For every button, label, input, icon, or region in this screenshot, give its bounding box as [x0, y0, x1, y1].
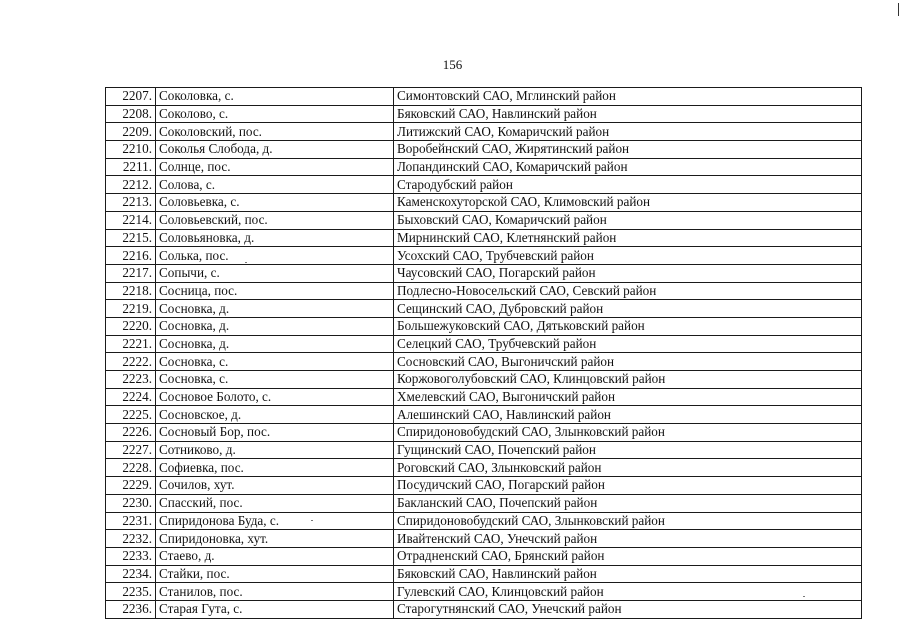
table-row [106, 300, 862, 318]
table-row [106, 247, 862, 265]
administration-cell: Чаусовский САО, Погарский район [394, 264, 862, 282]
settlement-name-cell: Старая Гута, с. [156, 600, 394, 618]
settlement-name-cell: Солнце, пос. [156, 158, 394, 176]
row-number-cell: 2219. [106, 300, 156, 318]
table-row [106, 88, 862, 106]
table-row [106, 353, 862, 371]
settlement-name-cell: Софиевка, пос. [156, 459, 394, 477]
administration-cell: Большежуковский САО, Дятьковский район [394, 317, 862, 335]
table-row [106, 194, 862, 212]
settlement-name-cell: Стайки, пос. [156, 565, 394, 583]
table-row [106, 512, 862, 530]
settlement-name-cell: Сосновый Бор, пос. [156, 424, 394, 442]
administration-cell: Спиридоновобудский САО, Злынковский район [394, 512, 862, 530]
settlement-name-cell: Сосновка, с. [156, 353, 394, 371]
administration-cell: Подлесно-Новосельский САО, Севский район [394, 282, 862, 300]
row-number-cell: 2209. [106, 123, 156, 141]
settlement-name-cell: Сосновка, д. [156, 300, 394, 318]
table-row [106, 494, 862, 512]
row-number-cell: 2220. [106, 317, 156, 335]
row-number-cell: 2229. [106, 477, 156, 495]
row-number-cell: 2227. [106, 441, 156, 459]
row-number-cell: 2214. [106, 211, 156, 229]
administration-cell: Алешинский САО, Навлинский район [394, 406, 862, 424]
settlement-name-cell: Солька, пос. [156, 247, 394, 265]
settlements-table [105, 87, 862, 619]
row-number-cell: 2228. [106, 459, 156, 477]
row-number-cell: 2233. [106, 547, 156, 565]
administration-cell: Лопандинский САО, Комаричский район [394, 158, 862, 176]
settlements-table-body [106, 88, 862, 619]
administration-cell: Стародубский район [394, 176, 862, 194]
administration-cell: Отрадненский САО, Брянский район [394, 547, 862, 565]
page-number: 156 [442, 57, 463, 72]
table-row [106, 105, 862, 123]
settlement-name-cell: Соловьяновка, д. [156, 229, 394, 247]
table-row [106, 388, 862, 406]
row-number-cell: 2218. [106, 282, 156, 300]
row-number-cell: 2230. [106, 494, 156, 512]
row-number-cell: 2216. [106, 247, 156, 265]
settlement-name-cell: Соколовка, с. [156, 88, 394, 106]
settlement-name-cell: Спиридоновка, хут. [156, 530, 394, 548]
administration-cell: Гулевский САО, Клинцовский район [394, 583, 862, 601]
row-number-cell: 2213. [106, 194, 156, 212]
row-number-cell: 2223. [106, 371, 156, 389]
settlement-name-cell: Сосновка, д. [156, 335, 394, 353]
administration-cell: Бакланский САО, Почепский район [394, 494, 862, 512]
settlement-name-cell: Сосновка, с. [156, 371, 394, 389]
table-row [106, 335, 862, 353]
administration-cell: Гущинский САО, Почепский район [394, 441, 862, 459]
row-number-cell: 2234. [106, 565, 156, 583]
administration-cell: Литижский САО, Комаричский район [394, 123, 862, 141]
table-row [106, 424, 862, 442]
row-number-cell: 2222. [106, 353, 156, 371]
row-number-cell: 2231. [106, 512, 156, 530]
table-row [106, 282, 862, 300]
table-row [106, 371, 862, 389]
settlement-name-cell: Солова, с. [156, 176, 394, 194]
row-number-cell: 2224. [106, 388, 156, 406]
row-number-cell: 2225. [106, 406, 156, 424]
administration-cell: Ивайтенский САО, Унечский район [394, 530, 862, 548]
table-row [106, 459, 862, 477]
administration-cell: Быховский САО, Комаричский район [394, 211, 862, 229]
row-number-cell: 2208. [106, 105, 156, 123]
settlement-name-cell: Стаево, д. [156, 547, 394, 565]
administration-cell: Хмелевский САО, Выгоничский район [394, 388, 862, 406]
settlement-name-cell: Сосновское, д. [156, 406, 394, 424]
table-row [106, 211, 862, 229]
administration-cell: Каменскохуторской САО, Климовский район [394, 194, 862, 212]
administration-cell: Бяковский САО, Навлинский район [394, 565, 862, 583]
row-number-cell: 2226. [106, 424, 156, 442]
settlement-name-cell: Соколовский, пос. [156, 123, 394, 141]
table-row [106, 565, 862, 583]
table-row [106, 441, 862, 459]
table-row [106, 176, 862, 194]
administration-cell: Коржовоголубовский САО, Клинцовский район [394, 371, 862, 389]
table-row [106, 547, 862, 565]
table-row [106, 158, 862, 176]
row-number-cell: 2215. [106, 229, 156, 247]
settlement-name-cell: Сопычи, с. [156, 264, 394, 282]
table-row [106, 477, 862, 495]
scan-edge-mark [898, 3, 899, 16]
table-row [106, 600, 862, 618]
row-number-cell: 2211. [106, 158, 156, 176]
administration-cell: Сосновский САО, Выгоничский район [394, 353, 862, 371]
settlement-name-cell: Соколья Слобода, д. [156, 141, 394, 159]
table-row [106, 406, 862, 424]
table-row [106, 317, 862, 335]
table-row [106, 141, 862, 159]
row-number-cell: 2235. [106, 583, 156, 601]
administration-cell: Симонтовский САО, Мглинский район [394, 88, 862, 106]
row-number-cell: 2210. [106, 141, 156, 159]
administration-cell: Роговский САО, Злынковский район [394, 459, 862, 477]
administration-cell: Старогутнянский САО, Унечский район [394, 600, 862, 618]
administration-cell: Усохский САО, Трубчевский район [394, 247, 862, 265]
table-row [106, 530, 862, 548]
settlement-name-cell: Станилов, пос. [156, 583, 394, 601]
row-number-cell: 2212. [106, 176, 156, 194]
settlement-name-cell: Сосновое Болото, с. [156, 388, 394, 406]
settlement-name-cell: Сосница, пос. [156, 282, 394, 300]
row-number-cell: 2207. [106, 88, 156, 106]
row-number-cell: 2221. [106, 335, 156, 353]
row-number-cell: 2232. [106, 530, 156, 548]
settlement-name-cell: Сосновка, д. [156, 317, 394, 335]
table-row [106, 229, 862, 247]
table-row [106, 264, 862, 282]
row-number-cell: 2236. [106, 600, 156, 618]
settlement-name-cell: Сочилов, хут. [156, 477, 394, 495]
settlement-name-cell: Спасский, пос. [156, 494, 394, 512]
table-row [106, 123, 862, 141]
settlement-name-cell: Соколово, с. [156, 105, 394, 123]
administration-cell: Спиридоновобудский САО, Злынковский район [394, 424, 862, 442]
administration-cell: Селецкий САО, Трубчевский район [394, 335, 862, 353]
settlement-name-cell: Соловьевский, пос. [156, 211, 394, 229]
settlement-name-cell: Спиридонова Буда, с. [156, 512, 394, 530]
row-number-cell: 2217. [106, 264, 156, 282]
administration-cell: Бяковский САО, Навлинский район [394, 105, 862, 123]
table-row [106, 583, 862, 601]
settlement-name-cell: Сотниково, д. [156, 441, 394, 459]
administration-cell: Сещинский САО, Дубровский район [394, 300, 862, 318]
administration-cell: Мирнинский САО, Клетнянский район [394, 229, 862, 247]
administration-cell: Воробейнский САО, Жирятинский район [394, 141, 862, 159]
settlement-name-cell: Соловьевка, с. [156, 194, 394, 212]
administration-cell: Посудичский САО, Погарский район [394, 477, 862, 495]
